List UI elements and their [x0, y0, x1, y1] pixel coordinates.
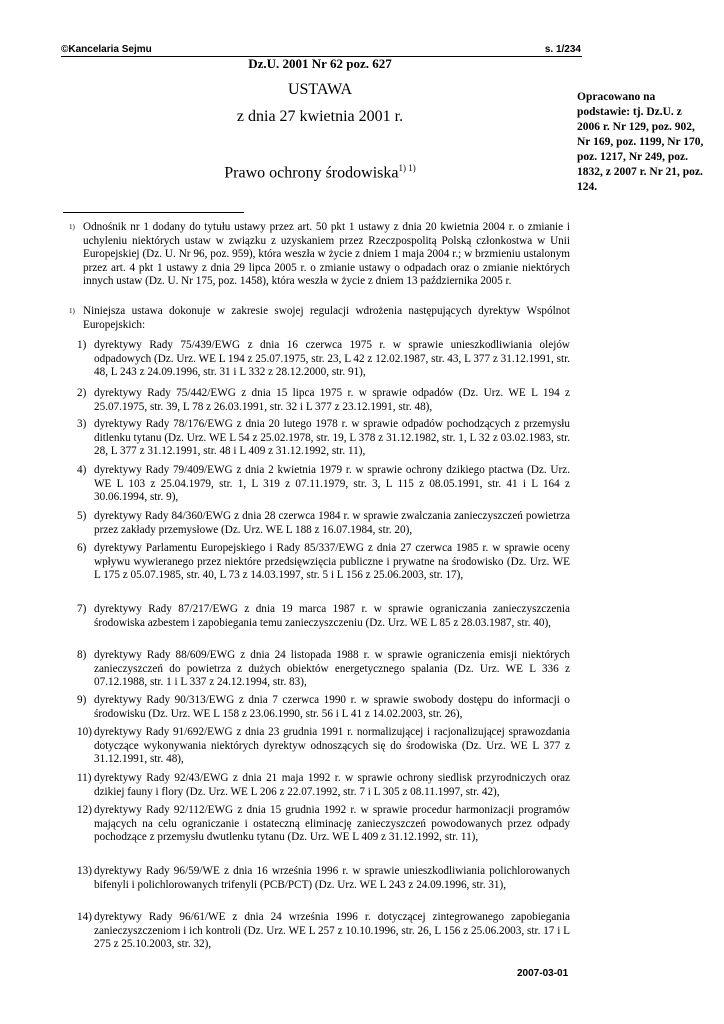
document-title — [0, 163, 640, 182]
page-number: s. 1/234 — [544, 44, 581, 55]
consolidation-note: Opracowano na podstawie: tj. Dz.U. z 2006 r. Nr 129, poz. 902, Nr 169, poz. 1199, Nr 170, poz. 1217, Nr 249, poz. 1832, z 2007 r. Nr 21, poz. 124. — [577, 91, 704, 193]
item-number: 1) — [77, 339, 87, 351]
list-item — [77, 603, 570, 630]
footnote-mark: 1) — [69, 307, 75, 315]
item-text: dyrektywy Rady 91/692/EWG z dnia 23 grudnia 1991 r. normalizującej i racjonalizującej sprawozdania dotyczące wykonywania niektórych dyrektyw odnoszących się do środowiska (Dz. Urz. WE L 377 z 31.12.1991, str. 48), — [94, 726, 570, 766]
item-number: 3) — [77, 418, 87, 430]
item-number: 5) — [77, 510, 87, 522]
footnote — [63, 305, 570, 332]
list-item — [77, 542, 570, 583]
document-type: USTAWA — [287, 81, 353, 98]
list-item — [77, 772, 570, 799]
footnote-mark: 1) — [69, 223, 75, 231]
list-item — [77, 726, 570, 767]
item-number: 12) — [77, 804, 92, 816]
publisher-label: ©Kancelaria Sejmu — [61, 44, 152, 55]
list-item — [77, 649, 570, 690]
item-text: dyrektywy Rady 75/439/EWG z dnia 16 czerwca 1975 r. w sprawie unieszkodliwiania olejów odpadowych (Dz. Urz. WE L 194 z 25.07.1975, str. 23, L 42 z 12.02.1987, str. 43, L 377 z 31.12.1991, str. 48, L 243 z 24.09.1996, str. 31 i L 332 z 28.12.2000, str. 91), — [94, 339, 570, 379]
item-text: dyrektywy Rady 88/609/EWG z dnia 24 listopada 1988 r. w sprawie ograniczenia emisji niektórych zanieczyszczeń do powietrza z dużych obiektów energetycznego spalania (Dz. Urz. WE L 336 z 07.12.1988, str. 1 i L 337 z 24.12.1994, str. 83), — [94, 649, 570, 689]
item-text: dyrektywy Rady 79/409/EWG z dnia 2 kwietnia 1979 r. w sprawie ochrony dzikiego ptactwa (Dz. Urz. WE L 103 z 25.04.1979, str. 1, L 319 z 07.11.1979, str. 3, L 115 z 08.05.1991, str. 41 i L 164 z 30.06.1994, str. 9), — [94, 464, 570, 504]
document-date: z dnia 27 kwietnia 2001 r. — [236, 108, 404, 125]
item-number: 14) — [77, 911, 92, 923]
item-number: 8) — [77, 649, 87, 661]
item-number: 11) — [77, 772, 92, 784]
item-text: dyrektywy Rady 90/313/EWG z dnia 7 czerwca 1990 r. w sprawie swobody dostępu do informacji o środowisku (Dz. Urz. WE L 158 z 23.06.1990, str. 56 i L 41 z 14.02.2003, str. 26), — [94, 694, 570, 720]
footnote — [63, 221, 570, 289]
list-item — [77, 911, 570, 952]
list-item — [77, 510, 570, 537]
item-text: dyrektywy Rady 92/112/EWG z dnia 15 grudnia 1992 r. w sprawie procedur harmonizacji programów mających na celu ograniczanie i ostateczną eliminację zanieczyszczeń powodowanych przez odpady pochodzące z przemysłu dwutlenku tytanu (Dz. Urz. WE L 409 z 31.12.1992, str. 11), — [94, 804, 570, 844]
list-item — [77, 339, 570, 380]
item-text: dyrektywy Rady 87/217/EWG z dnia 19 marca 1987 r. w sprawie ograniczania zanieczyszczenia środowiska azbestem i zapobiegania temu zanieczyszczeniu (Dz. Urz. WE L 85 z 28.03.1987, str. 40), — [94, 603, 570, 629]
title-text: Prawo ochrony środowiska — [224, 164, 399, 182]
list-item — [77, 865, 570, 892]
item-number: 7) — [77, 603, 87, 615]
list-item — [77, 387, 570, 414]
list-item — [77, 418, 570, 459]
title-footnote-ref: 1) 1) — [398, 163, 416, 173]
item-number: 13) — [77, 865, 92, 877]
item-text: dyrektywy Rady 92/43/EWG z dnia 21 maja 1992 r. w sprawie ochrony siedlisk przyrodniczych oraz dzikiej fauny i flory (Dz. Urz. WE L 206 z 22.07.1992, str. 7 i L 305 z 08.11.1997, str. 42), — [94, 772, 570, 798]
item-text: dyrektywy Rady 75/442/EWG z dnia 15 lipca 1975 r. w sprawie odpadów (Dz. Urz. WE L 194 z 25.07.1975, str. 39, L 78 z 26.03.1991, str. 32 i L 377 z 23.12.1991, str. 48), — [94, 387, 570, 413]
item-text: dyrektywy Rady 96/59/WE z dnia 16 września 1996 r. w sprawie unieszkodliwiania polichlorowanych bifenyli i polichlorowanych trifenyli (PCB/PCT) (Dz. Urz. WE L 243 z 24.09.1996, str. 31), — [94, 865, 570, 891]
footnote-text: Niniejsza ustawa dokonuje w zakresie swojej regulacji wdrożenia następujących dyrektyw Wspólnot Europejskich: — [83, 305, 570, 331]
item-text: dyrektywy Rady 78/176/EWG z dnia 20 lutego 1978 r. w sprawie odpadów pochodzących z przemysłu ditlenku tytanu (Dz. Urz. WE L 54 z 25.02.1978, str. 19, L 378 z 31.12.1982, str. 1, L 32 z 03.02.1983, str. 28, L 377 z 31.12.1991, str. 48 i L 409 z 31.12.1992, str. 11), — [94, 418, 570, 458]
footnote-rule — [63, 212, 244, 213]
footnote-text: Odnośnik nr 1 dodany do tytułu ustawy przez art. 50 pkt 1 ustawy z dnia 20 kwietnia 2004 r. o zmianie i uchyleniu niektórych ustaw w związku z uzyskaniem przez Rzeczpospolitą Polską członkostwa w Unii Europejskiej (Dz. U. Nr 96, poz. 959), która weszła w życie z dniem 1 maja 2004 r.; w brzmieniu ustalonym przez art. 4 pkt 1 ustawy z dnia 29 lipca 2005 r. o zmianie ustawy o odpadach oraz o zmianie niektórych innych ustaw (Dz. U. Nr 175, poz. 1458), która weszła w życie z dniem 13 października 2005 r. — [83, 221, 570, 288]
item-number: 4) — [77, 464, 87, 476]
item-number: 6) — [77, 542, 87, 554]
item-text: dyrektywy Rady 84/360/EWG z dnia 28 czerwca 1984 r. w sprawie zwalczania zanieczyszczeń powietrza przez zakłady przemysłowe (Dz. Urz. WE L 188 z 16.07.1984, str. 20), — [94, 510, 570, 536]
item-text: dyrektywy Rady 96/61/WE z dnia 24 września 1996 r. dotyczącej zintegrowanego zapobiegania zanieczyszczeniom i ich kontroli (Dz. Urz. WE L 257 z 10.10.1996, str. 26, L 156 z 25.06.2003, str. 17 i L 275 z 25.10.2003, str. 32), — [94, 911, 570, 951]
item-number: 9) — [77, 694, 87, 706]
list-item — [77, 694, 570, 721]
item-number: 10) — [77, 726, 92, 738]
footer-date: 2007-03-01 — [517, 968, 569, 979]
item-text: dyrektywy Parlamentu Europejskiego i Rady 85/337/EWG z dnia 27 czerwca 1985 r. w sprawie oceny wpływu wywieranego przez niektóre przedsięwzięcia publiczne i prywatne na środowisko (Dz. Urz. WE L 175 z 05.07.1985, str. 40, L 73 z 14.03.1997, str. 5 i L 156 z 25.06.2003, str. 17), — [94, 542, 570, 582]
journal-reference: Dz.U. 2001 Nr 62 poz. 627 — [248, 56, 392, 71]
item-number: 2) — [77, 387, 87, 399]
list-item — [77, 804, 570, 845]
list-item — [77, 464, 570, 505]
